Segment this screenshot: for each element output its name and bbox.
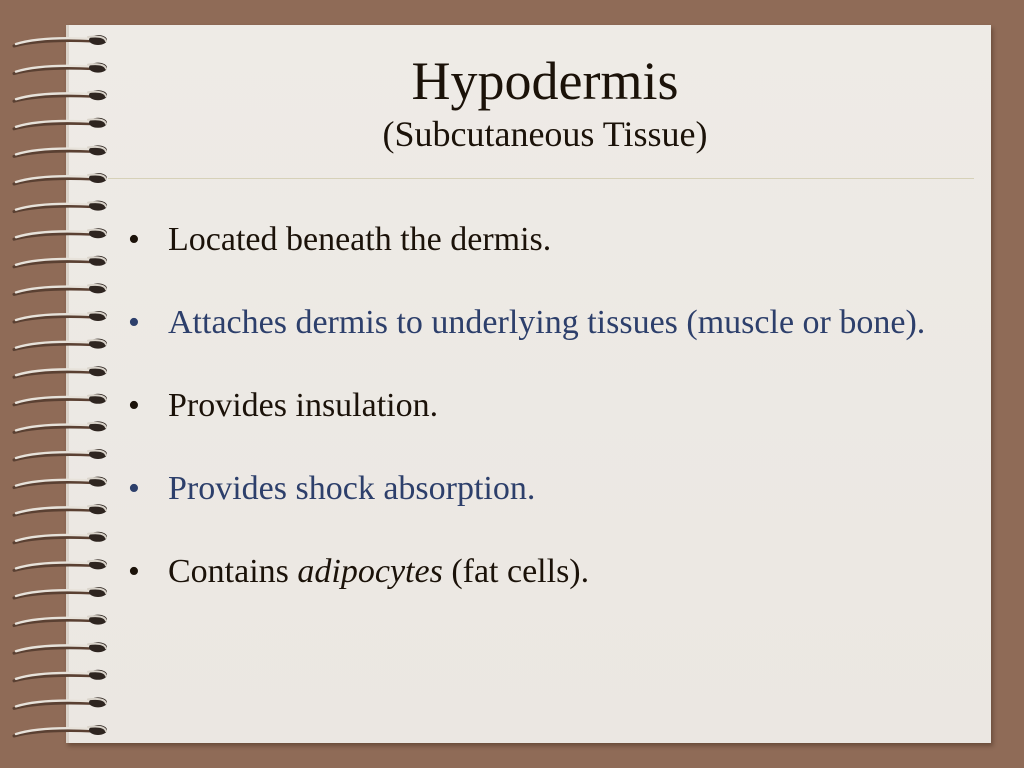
bullet-item-location (128, 218, 958, 261)
bullet-text-after: (fat cells). (442, 553, 590, 590)
bullet-icon: • (128, 304, 140, 341)
bullet-item-insulation (128, 384, 958, 427)
bullet-text-emphasis: adipocytes (297, 553, 443, 590)
bullet-item-shock (128, 467, 958, 510)
bullet-icon: • (128, 387, 140, 424)
bullet-text: Provides shock absorption. (168, 470, 536, 507)
slide-title: Hypodermis (411, 51, 679, 111)
bullet-icon: • (128, 553, 140, 590)
bullet-list (128, 218, 958, 633)
bullet-icon: • (128, 470, 140, 507)
bullet-text: Provides insulation. (168, 387, 439, 424)
slide-subtitle: (Subcutaneous Tissue) (382, 114, 708, 154)
title-divider (108, 178, 974, 179)
bullet-item-attaches (128, 301, 958, 344)
title-block (120, 50, 970, 156)
spiral-binding-icon (0, 30, 120, 742)
bullet-text: Attaches dermis to underlying tissues (muscle or bone). (168, 304, 926, 341)
bullet-text-before: Contains (168, 553, 298, 590)
bullet-icon: • (128, 221, 140, 258)
bullet-text: Located beneath the dermis. (168, 221, 552, 258)
bullet-text (168, 550, 589, 593)
bullet-item-adipocytes (128, 550, 958, 593)
